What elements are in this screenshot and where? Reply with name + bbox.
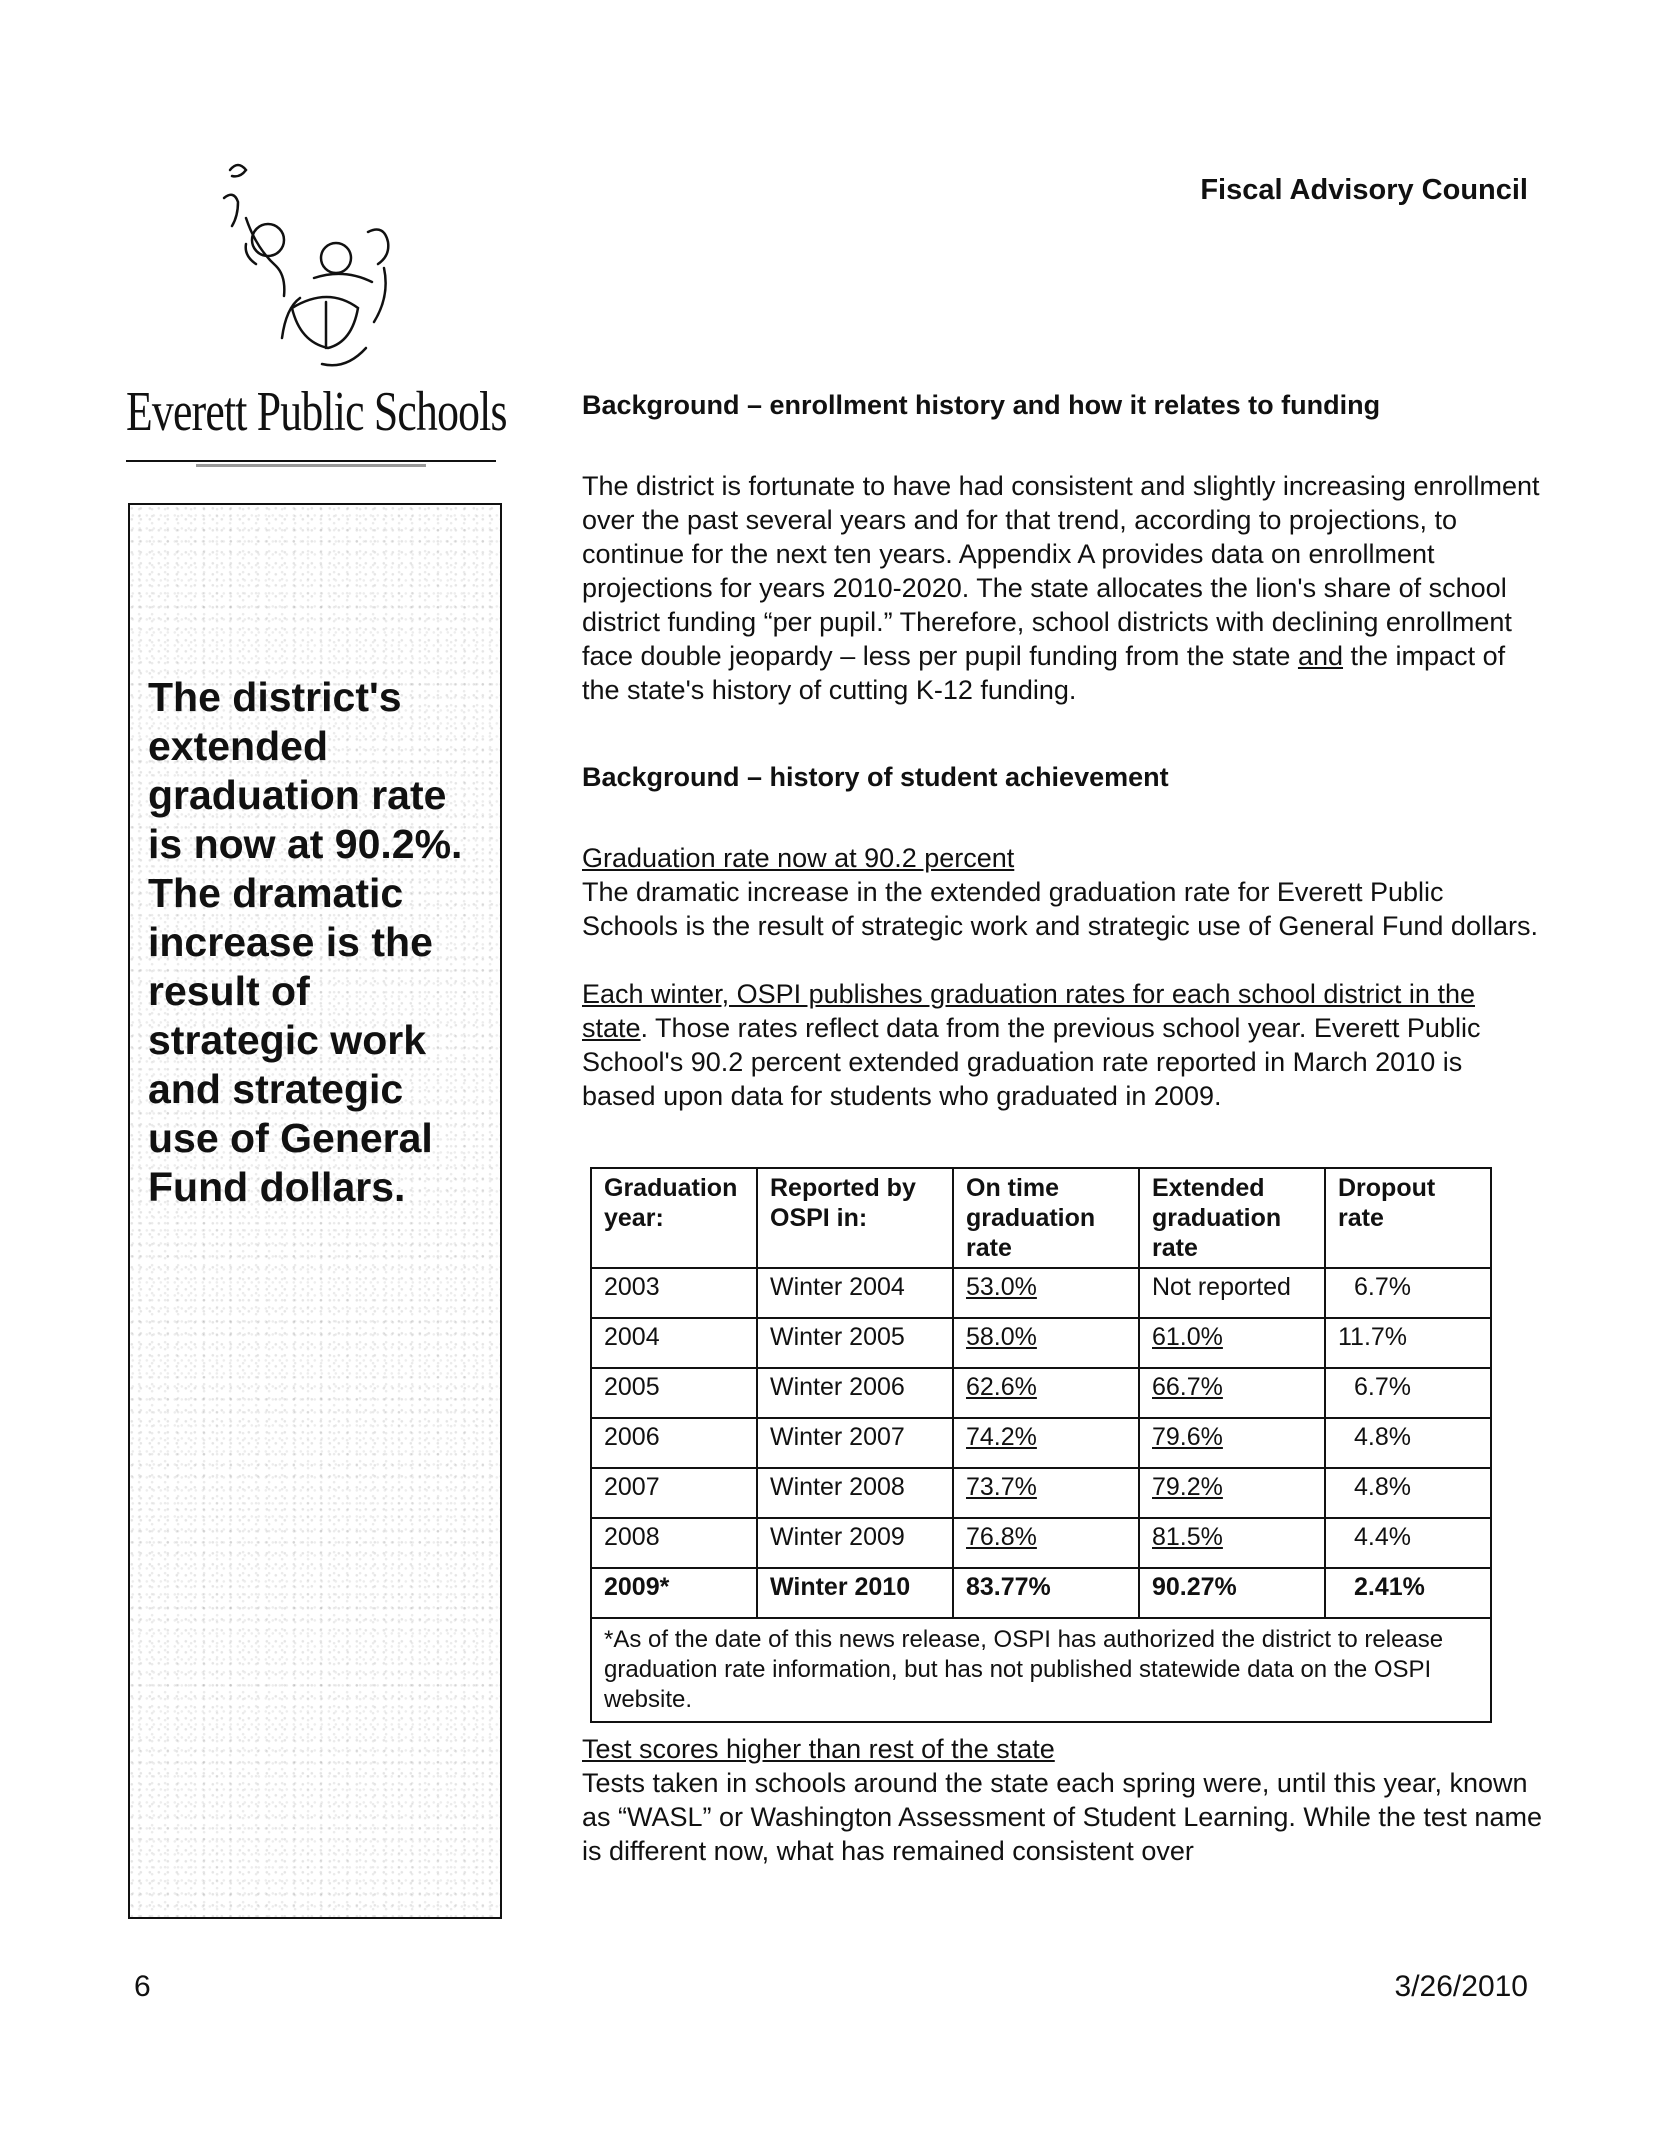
header-extended-rate: Extended graduation rate [1139,1168,1325,1268]
test-scores-paragraph: Tests taken in schools around the state each spring were, until this year, known as “WASL” or Washington Assessment of Student Learning. While the test name is different now, what has remained consistent over [582,1768,1542,1866]
cell-on-time: 73.7% [953,1468,1139,1518]
cell-reported: Winter 2009 [757,1518,953,1568]
table-row [591,1268,1491,1318]
cell-extended: 79.6% [1139,1418,1325,1468]
footer-date: 3/26/2010 [1394,1970,1528,2003]
cell-reported: Winter 2006 [757,1368,953,1418]
graduation-paragraph-1: The dramatic increase in the extended graduation rate for Everett Public Schools is the result of strategic work and strategic use of General Fund dollars. [582,877,1538,941]
cell-on-time: 53.0% [953,1268,1139,1318]
cell-extended: 66.7% [1139,1368,1325,1418]
table-row [591,1518,1491,1568]
cell-extended: 90.27% [1139,1568,1325,1618]
section-achievement [582,762,1542,1113]
enrollment-text-part1: The district is fortunate to have had consistent and slightly increasing enrollment over the past several years and for that trend, according to projections, to continue for the next ten years. Appendix A provides data on enrollment projections for years 2010-2020. The state allocates the lion's share of school district funding “per pupil.” Therefore, school districts with declining enrollment face double jeopardy – less per pupil funding from the state [582,471,1540,671]
table-footnote-row [591,1618,1491,1722]
section-heading-achievement: Background – history of student achievement [582,762,1169,792]
cell-reported: Winter 2008 [757,1468,953,1518]
everett-public-schools-wordmark: Everett Public Schools [126,381,507,443]
cell-year: 2006 [591,1418,757,1468]
section-enrollment [582,390,1542,707]
logo-underline [126,460,496,462]
cell-dropout: 4.8% [1325,1418,1491,1468]
table-row [591,1418,1491,1468]
header-on-time-rate: On time graduation rate [953,1168,1139,1268]
graduation-rate-subheading: Graduation rate now at 90.2 percent [582,843,1015,873]
table-row [591,1318,1491,1368]
test-scores-subheading: Test scores higher than rest of the state [582,1734,1055,1764]
graduation-paragraph-2-rest: . Those rates reflect data from the previous school year. Everett Public School's 90.2 percent extended graduation rate reported in March 2010 is based upon data for students who graduated in 2009. [582,1013,1481,1111]
cell-extended: 61.0% [1139,1318,1325,1368]
table-footnote: *As of the date of this news release, OSPI has authorized the district to release graduation rate information, but has not published statewide data on the OSPI website. [591,1618,1491,1722]
logo-underline-secondary [196,464,426,467]
cell-on-time: 76.8% [953,1518,1139,1568]
enrollment-text-part2: the impact of the state's history of cutting K-12 funding. [582,641,1506,705]
cell-year: 2003 [591,1268,757,1318]
table-row [591,1468,1491,1518]
cell-on-time: 58.0% [953,1318,1139,1368]
sidebar-quote: The district's extended graduation rate is now at 90.2%. The dramatic increase is the result of strategic work and strategic use of General Fund dollars. [148,674,463,1210]
cell-reported: Winter 2005 [757,1318,953,1368]
cell-reported: Winter 2004 [757,1268,953,1318]
cell-dropout: 6.7% [1325,1368,1491,1418]
table-row-2009 [591,1568,1491,1618]
children-reading-icon [216,158,406,378]
cell-reported: Winter 2007 [757,1418,953,1468]
cell-extended: 81.5% [1139,1518,1325,1568]
enrollment-paragraph [582,469,1542,707]
cell-year: 2009* [591,1568,757,1618]
section-heading-enrollment: Background – enrollment history and how it relates to funding [582,390,1381,420]
graduation-paragraph-2 [582,977,1542,1113]
table-row [591,1368,1491,1418]
ospi-link[interactable]: Each winter, OSPI publishes graduation rates for each school district in the state [582,979,1475,1043]
cell-year: 2005 [591,1368,757,1418]
graduation-rate-table [590,1167,1492,1723]
cell-on-time: 62.6% [953,1368,1139,1418]
header-graduation-year: Graduation year: [591,1168,757,1268]
header-dropout-rate: Dropout rate [1325,1168,1491,1268]
cell-dropout: 4.8% [1325,1468,1491,1518]
cell-dropout: 2.41% [1325,1568,1491,1618]
cell-extended: Not reported [1139,1268,1325,1318]
page-number: 6 [134,1970,151,2003]
enrollment-text-and: and [1297,641,1344,671]
cell-dropout: 6.7% [1325,1268,1491,1318]
cell-reported: Winter 2010 [757,1568,953,1618]
cell-year: 2008 [591,1518,757,1568]
cell-extended: 79.2% [1139,1468,1325,1518]
cell-year: 2007 [591,1468,757,1518]
cell-year: 2004 [591,1318,757,1368]
header-reported-by: Reported by OSPI in: [757,1168,953,1268]
cell-dropout: 11.7% [1325,1318,1491,1368]
cell-on-time: 83.77% [953,1568,1139,1618]
table-header-row [591,1168,1491,1268]
cell-on-time: 74.2% [953,1418,1139,1468]
section-test-scores [582,1732,1542,1868]
fiscal-advisory-council-header: Fiscal Advisory Council [1200,174,1528,206]
sidebar-callout [128,503,502,1919]
cell-dropout: 4.4% [1325,1518,1491,1568]
